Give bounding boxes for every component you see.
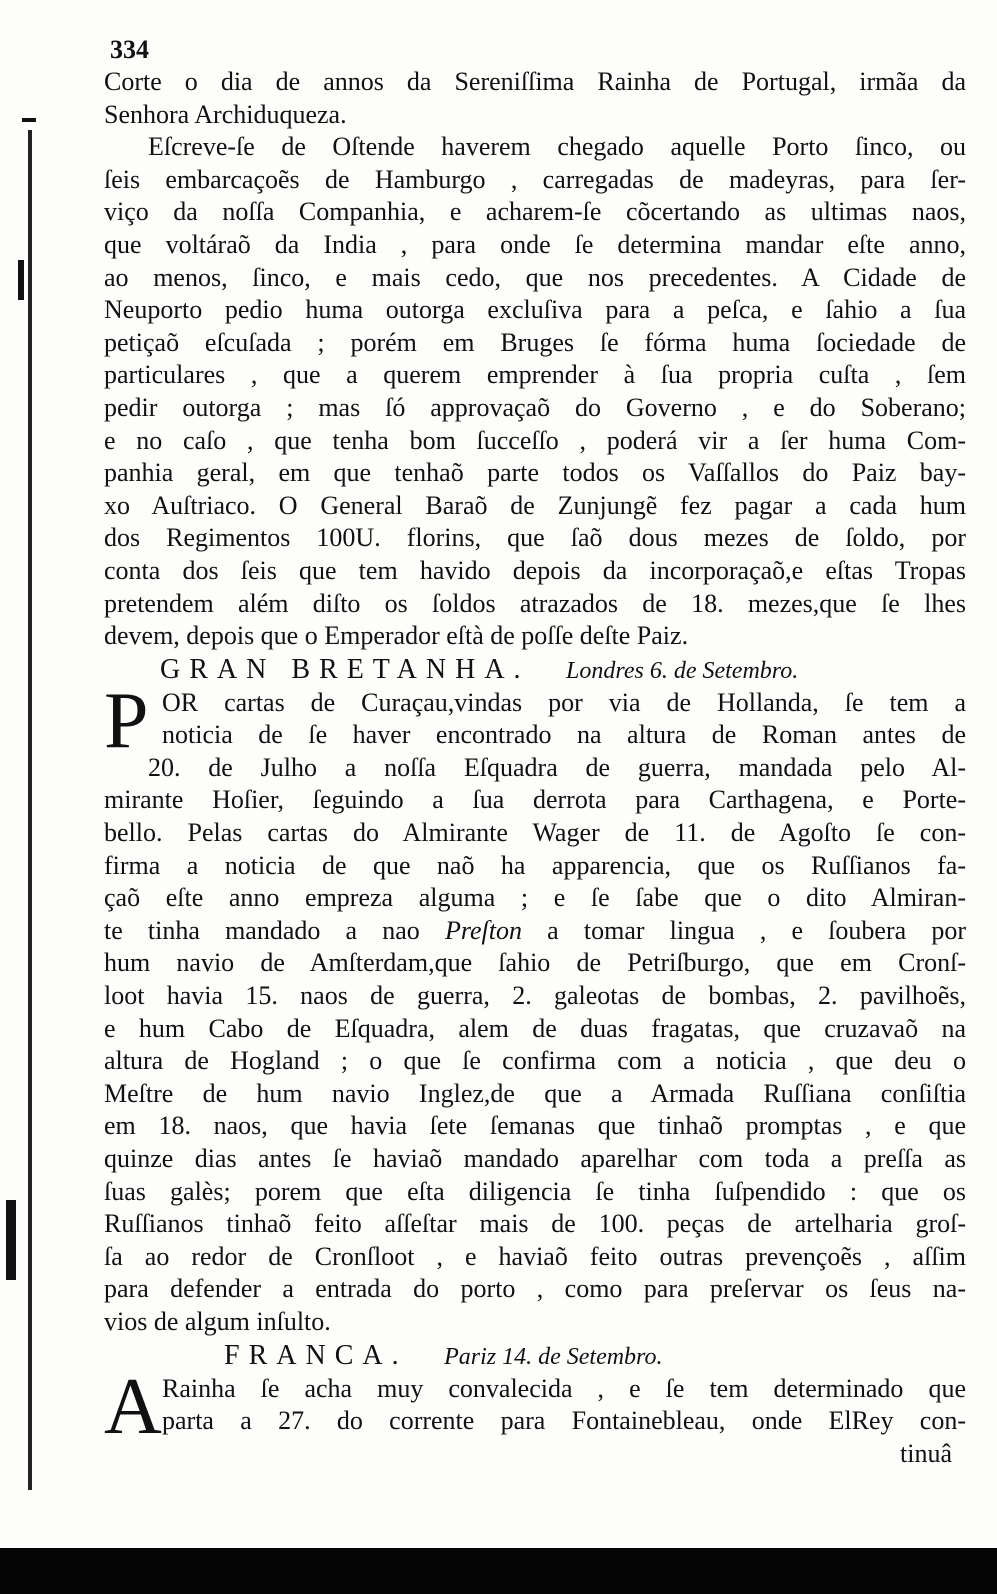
text-line: e no caſo , que tenha bom ſucceſſo , poderá vir a ſer huma Com- (104, 425, 966, 455)
dateline: Pariz 14. de Setembro. (444, 1343, 663, 1370)
continuation-paragraph (104, 66, 966, 131)
text-line: Ruſſianos tinhaõ feito aſſeſtar mais de 100. peças de artelharia groſ- (104, 1209, 966, 1239)
text-line: dos Regimentos 100U. florins, que ſaõ dous mezes de ſoldo, por (104, 523, 966, 553)
text-line: pretendem além diſto os ſoldos atrazados de 18. mezes,que ſe lhes (104, 588, 966, 618)
text-line: viço da noſſa Companhia, e acharem-ſe cõcertando as ultimas naos, (104, 197, 966, 227)
text-line: te tinha mandado a nao Preſton a tomar lingua , e ſoubera por (104, 915, 966, 945)
text-line: conta dos ſeis que tem havido depois da incorporaçaõ,e eſtas Tropas (104, 555, 966, 585)
text-line: Rainha ſe acha muy convalecida , e ſe tem determinado que (162, 1373, 966, 1403)
drop-capital: P (104, 676, 149, 765)
text-line: 20. de Julho a noſſa Eſquadra de guerra, mandada pelo Al- (148, 752, 966, 782)
text-line: ao menos, ſinco, e mais cedo, que nos precedentes. A Cidade de (104, 262, 966, 292)
page-number: 334 (110, 35, 149, 64)
text-line: petiçaõ eſcuſada ; porém em Bruges ſe fórma huma ſociedade de (104, 327, 966, 357)
text-line: ſeis embarcaçoẽs de Hamburgo , carregadas de madeyras, para ſer- (104, 164, 966, 194)
text-line: parta a 27. do corrente para Fontainebleau, onde ElRey con- (162, 1406, 966, 1436)
text-line: e hum Cabo de Eſquadra, alem de duas fragatas, que cruzavaõ na (104, 1013, 966, 1043)
france-paragraph (104, 1362, 966, 1471)
text-line: ſa ao redor de Cronſloot , e haviaõ feito outras prevençoẽs , aſſim (104, 1241, 966, 1271)
text-line: panhia geral, em que tenhaõ parte todos os Vaſſallos do Paiz bay- (104, 458, 966, 488)
section-heading-britain (104, 653, 966, 687)
country-heading: FRANCA. (224, 1339, 408, 1371)
text-line: hum navio de Amſterdam,que ſahio de Petriſburgo, que em Cronſ- (104, 948, 966, 978)
text-line: Senhora Archiduqueza. (104, 99, 347, 129)
drop-capital: A (104, 1362, 162, 1451)
text-line: çaõ eſte anno empreza alguma ; e ſe ſabe que o dito Almiran- (104, 883, 966, 913)
margin-tick-mark (6, 1200, 16, 1280)
flanders-paragraph (104, 131, 966, 653)
text-line: firma a noticia de que naõ ha apparencia, que os Ruſſianos fa- (104, 850, 966, 880)
text-line: pedir outorga ; mas ſó approvaçaõ do Governo , e do Soberano; (104, 392, 966, 422)
text-line: altura de Hogland ; o que ſe confirma com a noticia , que deu o (104, 1046, 966, 1076)
left-margin-rule (28, 130, 32, 1490)
ship-name: Preſton (444, 915, 522, 945)
text-line: particulares , que a querem emprender à ſua propria cuſta , ſem (104, 360, 966, 390)
britain-paragraph (104, 676, 966, 1339)
text-line: em 18. naos, que havia ſete ſemanas que tinhaõ promptas , e que (104, 1111, 966, 1141)
text-line: loot havia 15. naos de guerra, 2. galeotas de bombas, 2. pavilhoẽs, (104, 981, 966, 1011)
country-heading: GRAN BRETANHA. (160, 653, 530, 685)
margin-tick-mark (18, 260, 24, 300)
text-line: para defender a entrada do porto , como para preſervar os ſeus na- (104, 1274, 966, 1304)
text-line: ſuas galès; porem que eſta diligencia ſe tinha ſuſpendido : que os (104, 1176, 966, 1206)
text-column (104, 36, 966, 1470)
text-line: que voltáraõ da India , para onde ſe determina mandar eſte anno, (104, 229, 966, 259)
dateline: Londres 6. de Setembro. (566, 657, 799, 684)
catchword: tinuâ (900, 1438, 952, 1468)
scan-bottom-border (0, 1548, 997, 1594)
text-line: Meſtre de hum navio Inglez,de que a Armada Ruſſiana conſiſtia (104, 1078, 966, 1108)
text-line: mirante Hoſier, ſeguindo a ſua derrota para Carthagena, e Porte- (104, 785, 966, 815)
text-line: Neuporto pedio huma outorga excluſiva para a peſca, e ſahio a ſua (104, 295, 966, 325)
text-line: Corte o dia de annos da Sereniſſima Rainha de Portugal, irmãa da (104, 67, 966, 96)
text-line: quinze dias antes ſe haviaõ mandado aparelhar com toda a preſſa as (104, 1144, 966, 1173)
section-heading-france (104, 1339, 966, 1373)
margin-tick-mark (22, 118, 36, 122)
text-line: OR cartas de Curaçau,vindas por via de Hollanda, ſe tem a (162, 687, 966, 717)
text-line: vios de algum inſulto. (104, 1306, 331, 1336)
text-line: noticia de ſe haver encontrado na altura de Roman antes de (162, 720, 966, 750)
text-line: xo Auſtriaco. O General Baraõ de Zunjungẽ fez pagar a cada hum (104, 490, 966, 520)
text-line: bello. Pelas cartas do Almirante Wager de 11. de Agoſto ſe con- (104, 818, 966, 848)
text-line: Eſcreve-ſe de Oſtende haverem chegado aquelle Porto ſinco, ou (148, 132, 966, 162)
text-line: devem, depois que o Emperador eſtà de poſſe deſte Paiz. (104, 621, 689, 651)
